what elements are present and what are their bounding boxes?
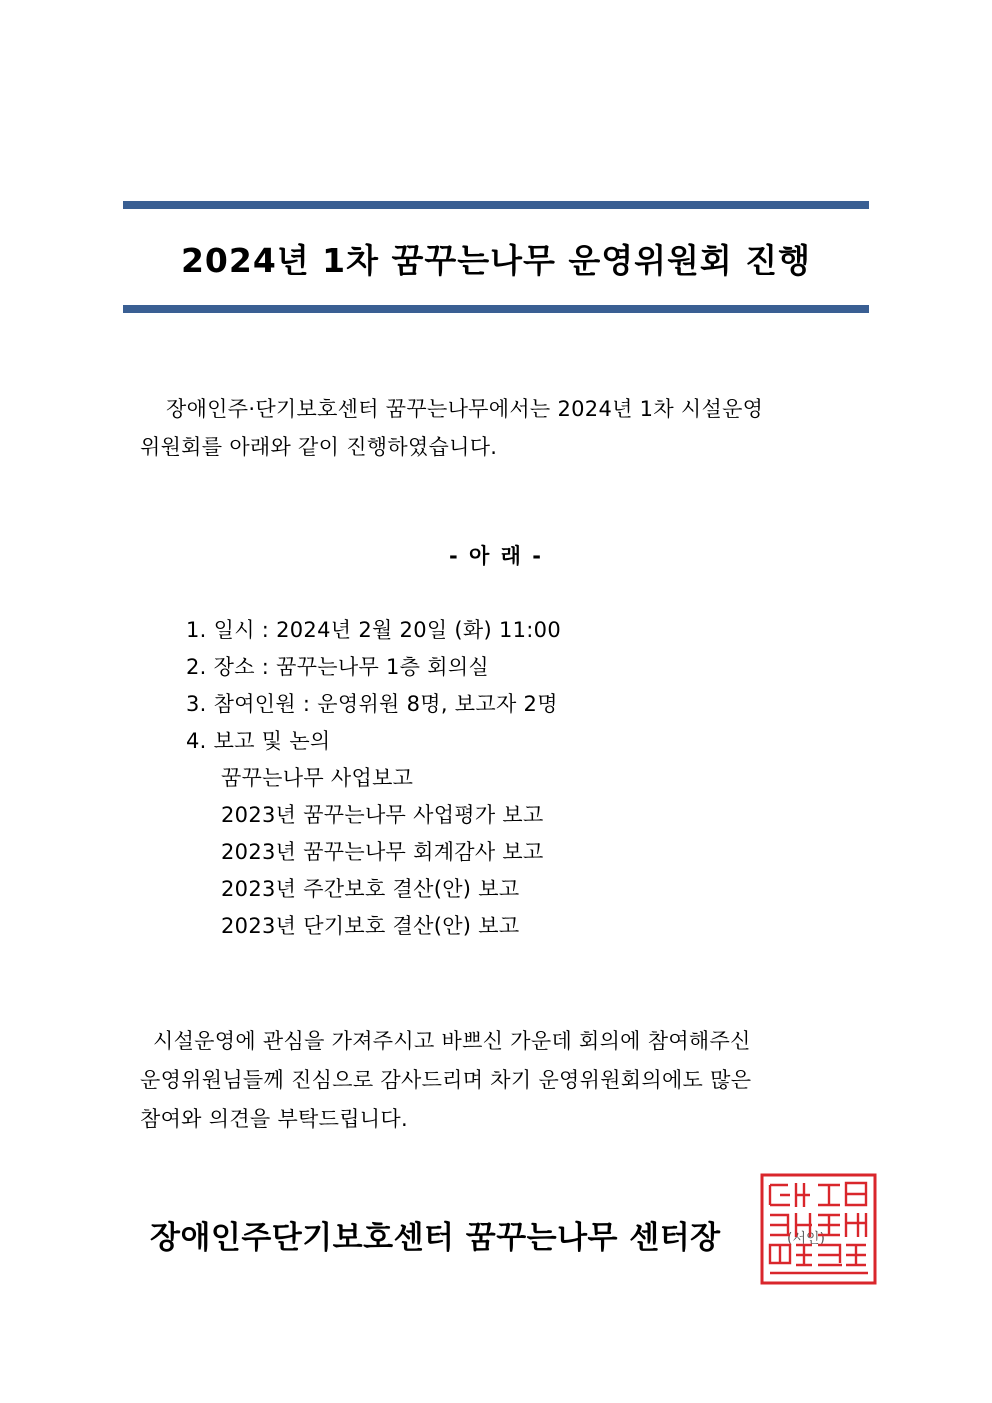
- document-title: 2024년 1차 꿈꾸는나무 운영위원회 진행: [180, 241, 812, 280]
- section-subheading: - 아 래 -: [449, 544, 543, 568]
- list-item: 1. 일시 : 2024년 2월 20일 (화) 11:00: [186, 618, 561, 642]
- intro-paragraph: [140, 390, 860, 466]
- details-list: [186, 612, 561, 945]
- closing-paragraph: [140, 1022, 870, 1139]
- list-item: 3. 참여인원 : 운영위원 8명, 보고자 2명: [186, 692, 558, 716]
- agenda-item: 꿈꾸는나무 사업보고: [221, 766, 414, 790]
- closing-line: 시설운영에 관심을 가져주시고 바쁘신 가운데 회의에 참여해주신: [153, 1029, 751, 1053]
- agenda-item: 2023년 꿈꾸는나무 회계감사 보고: [221, 840, 544, 864]
- agenda-item: 2023년 주간보호 결산(안) 보고: [221, 877, 520, 901]
- closing-line: 운영위원님들께 진심으로 감사드리며 차기 운영위원회의에도 많은: [140, 1068, 752, 1092]
- seal-label: (서인): [787, 1231, 825, 1247]
- signature-line: 장애인주단기보호센터 꿈꾸는나무 센터장: [150, 1220, 721, 1256]
- closing-line: 참여와 의견을 부탁드립니다.: [140, 1107, 408, 1131]
- intro-line: 장애인주·단기보호센터 꿈꾸는나무에서는 2024년 1차 시설운영: [166, 397, 764, 421]
- title-top-rule: [123, 201, 869, 209]
- list-item: 2. 장소 : 꿈꾸는나무 1층 회의실: [186, 655, 489, 679]
- agenda-item: 2023년 단기보호 결산(안) 보고: [221, 914, 520, 938]
- list-item: 4. 보고 및 논의: [186, 729, 331, 753]
- intro-line: 위원회를 아래와 같이 진행하였습니다.: [140, 435, 498, 459]
- agenda-item: 2023년 꿈꾸는나무 사업평가 보고: [221, 803, 544, 827]
- title-bottom-rule: [123, 305, 869, 313]
- official-seal-icon: [760, 1173, 877, 1285]
